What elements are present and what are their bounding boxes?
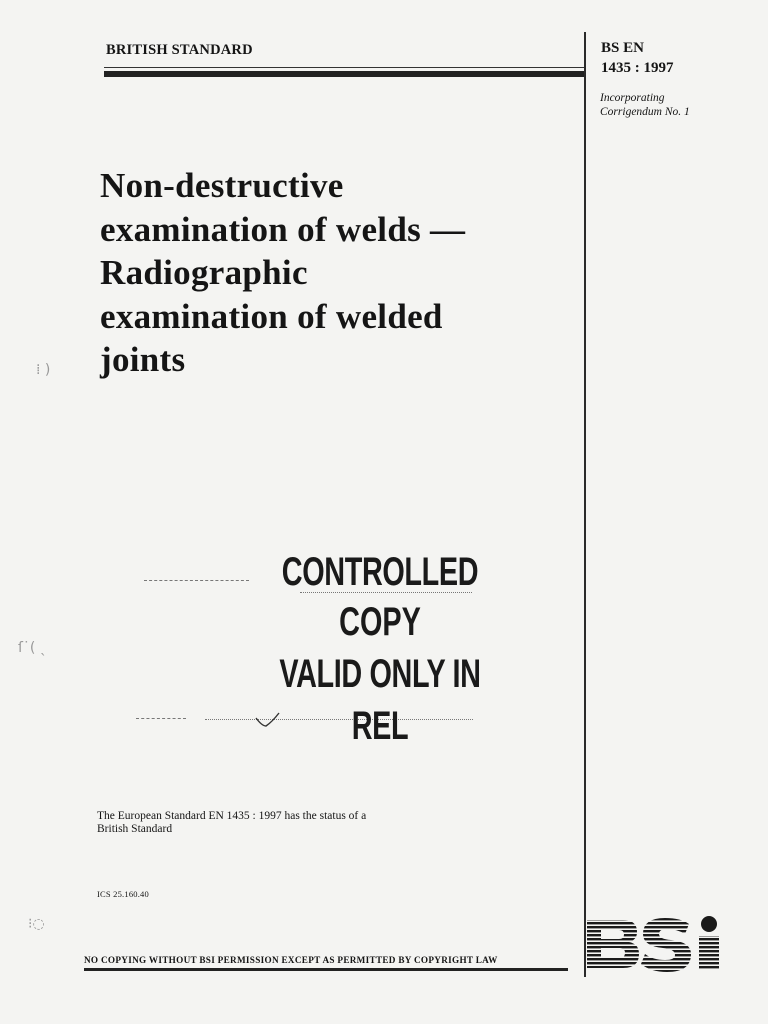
header-rule-thin: [104, 67, 584, 68]
corrigendum-note: [600, 91, 690, 119]
title-line: examination of welded: [100, 296, 443, 336]
stamp-dash-line-left: [144, 580, 249, 581]
title-line: joints: [100, 340, 186, 379]
ics-code: ICS 25.160.40: [97, 889, 149, 899]
footer-rule: [84, 968, 568, 971]
status-line: British Standard: [97, 823, 173, 835]
scan-speckle: ⁝◌: [28, 916, 45, 932]
controlled-copy-stamp: [272, 548, 488, 752]
copyright-notice: NO COPYING WITHOUT BSI PERMISSION EXCEPT AS PERMITTED BY COPYRIGHT LAW: [84, 955, 498, 965]
status-line: The European Standard EN 1435 : 1997 has the status of a: [97, 810, 367, 822]
title-line: Non-destructive: [100, 166, 344, 205]
status-statement: [97, 810, 457, 836]
vertical-divider: [584, 32, 586, 977]
scan-speckle: ⁞ ): [36, 362, 51, 378]
scan-speckle: ſ˙( ˎ: [18, 640, 47, 656]
header-rule: [104, 67, 584, 79]
document-type-label: BRITISH STANDARD: [106, 42, 253, 58]
stamp-line-valid: VALID ONLY IN REL: [279, 652, 481, 748]
header-rule-thick: [104, 71, 584, 77]
corrigendum-label: Corrigendum No. 1: [600, 106, 690, 118]
bsi-logo-icon: [585, 914, 721, 976]
standard-number: [601, 38, 674, 78]
title-line: Radiographic: [100, 253, 308, 292]
stamp-line-controlled: CONTROLLED: [281, 550, 479, 594]
document-title: [100, 164, 570, 382]
standard-prefix: BS EN: [601, 40, 644, 56]
standard-code-year: 1435 : 1997: [601, 60, 674, 76]
title-line: examination of welds —: [100, 209, 466, 249]
stamp-line-copy: COPY: [339, 600, 421, 644]
stamp-dash-line-bottom: [136, 718, 186, 719]
incorporating-label: Incorporating: [600, 92, 665, 104]
